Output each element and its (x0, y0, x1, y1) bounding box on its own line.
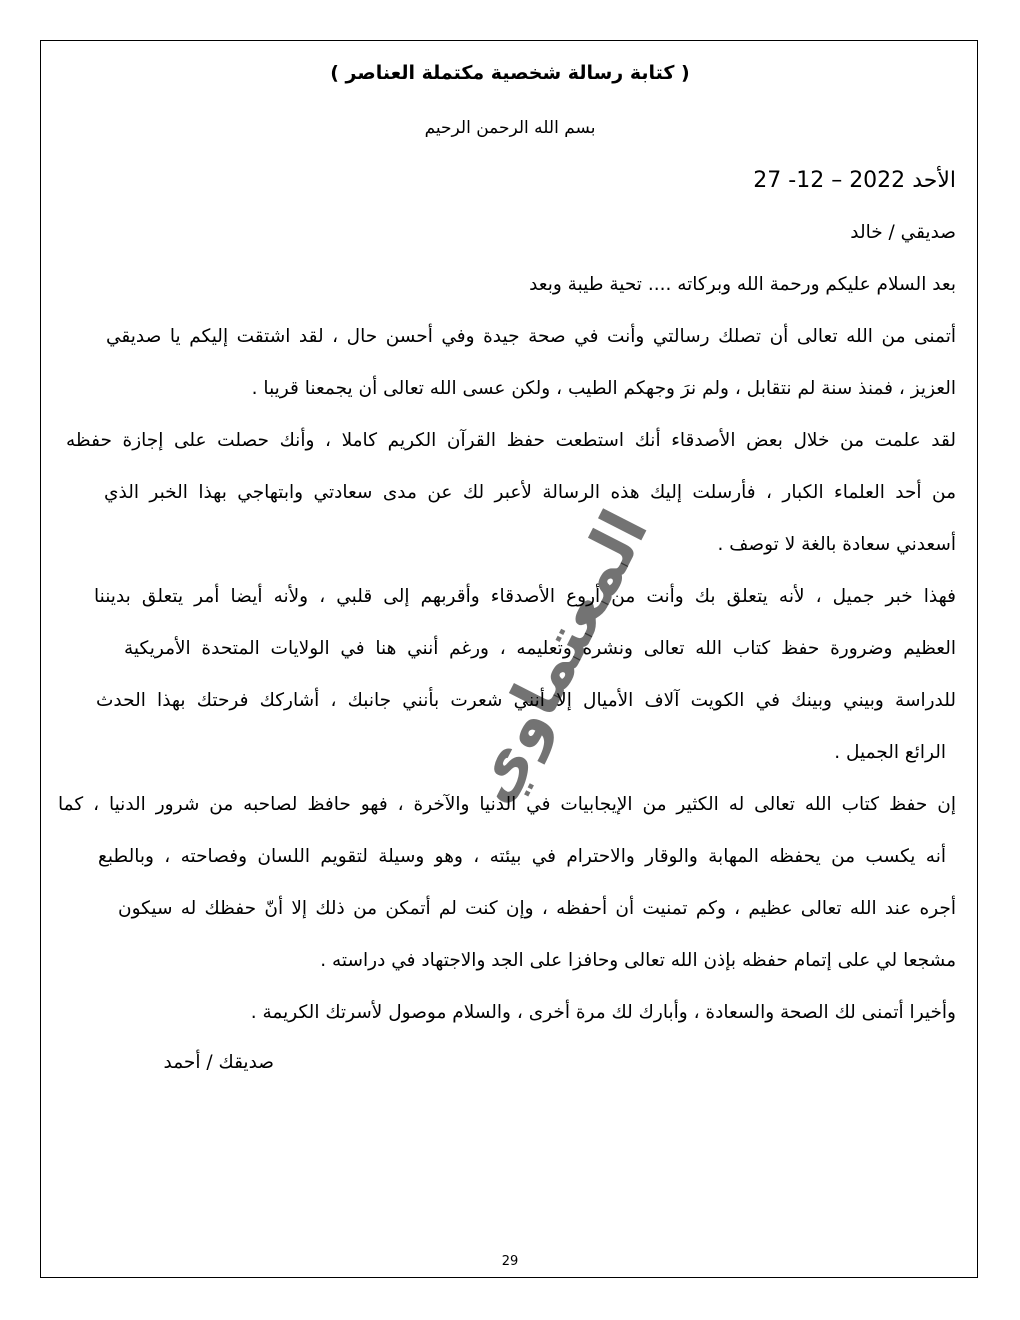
body-line: الرائع الجميل . (834, 742, 946, 763)
date-value: 27 -12 – 2022 (753, 168, 906, 193)
closing-line: وأخيرا أتمنى لك الصحة والسعادة ، وأبارك لك مرة أخرى ، والسلام موصول لأسرتك الكريمة . (250, 1002, 956, 1023)
watermark: المعتماوي (453, 499, 664, 815)
body-line: إن حفظ كتاب الله تعالى له الكثير من الإيجابيات في الدنيا والآخرة ، فهو حافظ لصاحبه من شرور الدنيا ، كما (58, 794, 956, 815)
date-day: الأحد (912, 168, 956, 193)
greeting: بعد السلام عليكم ورحمة الله وبركاته .... تحية طيبة وبعد (529, 274, 956, 295)
body-line: فهذا خبر جميل ، لأنه يتعلق بك وأنت من أروع الأصدقاء وأقربهم إلى قلبي ، ولأنه أيضا أمر يتعلق بديننا (94, 586, 956, 607)
signature: صديقك / أحمد (163, 1052, 274, 1073)
body-line: أتمنى من الله تعالى أن تصلك رسالتي وأنت في صحة جيدة وفي أحسن حال ، لقد اشتقت إليكم يا صديقي (106, 326, 956, 347)
page-border (40, 40, 978, 1278)
letter-date (753, 168, 956, 193)
body-line: أسعدني سعادة بالغة لا توصف . (717, 534, 956, 555)
page-number: 29 (501, 1254, 519, 1269)
body-line: لقد علمت من خلال بعض الأصدقاء أنك استطعت حفظ القرآن الكريم كاملا ، وأنك حصلت على إجازة حفظه (66, 430, 956, 451)
body-line: مشجعا لي على إتمام حفظه بإذن الله تعالى وحافزا على الجد والاجتهاد في دراسته . (320, 950, 956, 971)
body-line: العزيز ، فمنذ سنة لم نتقابل ، ولم نرَ وجهكم الطيب ، ولكن عسى الله تعالى أن يجمعنا قريبا . (251, 378, 956, 399)
body-line: أجره عند الله تعالى عظيم ، وكم تمنيت أن أحفظه ، وإن كنت لم أتمكن من ذلك إلا أنّ حفظك له سيكون (118, 898, 956, 919)
body-line: من أحد العلماء الكبار ، فأرسلت إليك هذه الرسالة لأعبر لك عن مدى سعادتي وابتهاجي بهذا الخبر الذي (104, 482, 956, 503)
body-line: العظيم وضرورة حفظ كتاب الله تعالى ونشره وتعليمه ، ورغم أنني هنا في الولايات المتحدة الأمريكية (124, 638, 956, 659)
basmala: بسم الله الرحمن الرحيم (424, 118, 596, 138)
document-title: ( كتابة رسالة شخصية مكتملة العناصر ) (330, 62, 690, 84)
recipient: صديقي / خالد (850, 222, 956, 243)
body-line: للدراسة وبيني وبينك في الكويت آلاف الأميال إلا أنني شعرت بأنني جانبك ، أشاركك فرحتك بهذا الحدث (96, 690, 956, 711)
body-line: أنه يكسب من يحفظه المهابة والوقار والاحترام في بيئته ، وهو وسيلة لتقويم اللسان وفصاحته ، وبالطبع (98, 846, 946, 867)
